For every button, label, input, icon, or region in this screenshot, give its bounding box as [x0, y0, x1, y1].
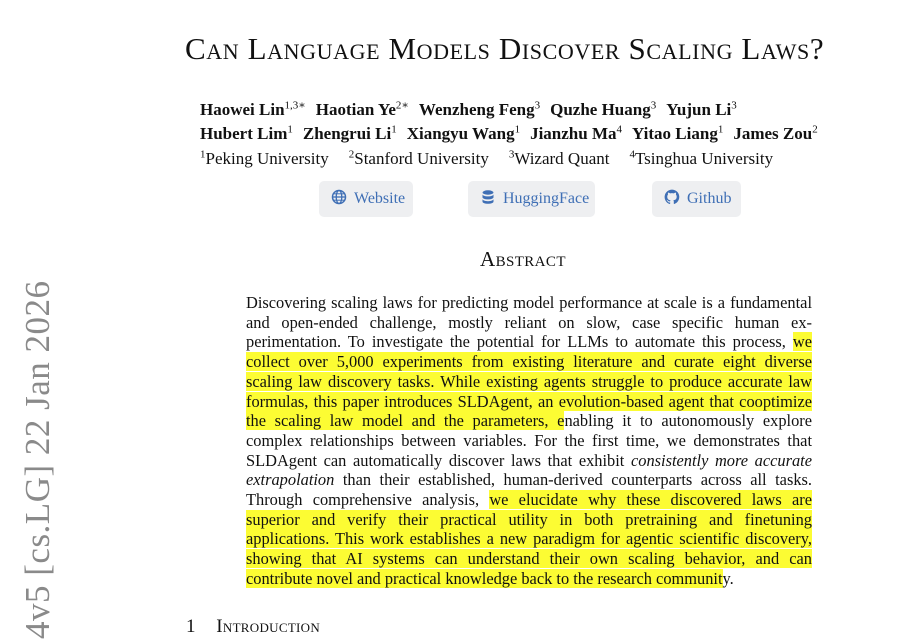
github-label: Github — [687, 190, 732, 207]
author-name: Quzhe Huang$^3$ — [550, 99, 657, 119]
website-label: Website — [354, 190, 406, 207]
author-name: Hubert Lim$^1$ — [200, 123, 293, 144]
affiliation-mark: 3 — [508, 148, 515, 161]
affiliation-line — [200, 144, 880, 169]
author-name: Haowei Lin$^{1,3∗}$ — [200, 99, 306, 119]
section-heading — [186, 616, 320, 638]
huggingface-label: HuggingFace — [503, 190, 590, 207]
author-affiliation-mark: 2 — [812, 123, 818, 136]
github-icon — [664, 189, 680, 210]
author-affiliation-mark: 1 — [391, 123, 397, 136]
author-name: Jianzhu Ma$^4$ — [530, 123, 623, 144]
affiliation-name: Tsinghua University — [634, 148, 774, 168]
paper-title: Can Language Models Discover Scaling Laws? — [185, 31, 825, 66]
github-button[interactable] — [652, 181, 741, 217]
arxiv-identifier-stamp: 4v5 [cs.LG] 22 Jan 2026 — [18, 280, 57, 639]
author-name: Haotian $Ye^{2∗}$ — [315, 99, 409, 119]
abstract-text: than their established, human-derived counterparts across all tasks. Through comprehensive analysis, — [246, 470, 812, 510]
affiliation-name: Stanford University — [354, 148, 489, 168]
author-name: Zhengrui Li$^1$ — [302, 123, 397, 144]
globe-icon — [331, 189, 347, 210]
affiliation-mark: 1 — [200, 148, 206, 161]
affiliation-name: Peking University — [205, 148, 329, 168]
author-affiliation-mark: 4 — [616, 123, 623, 136]
affiliation-mark: 2 — [348, 148, 355, 161]
abstract-heading: Abstract — [480, 247, 566, 271]
affiliation — [349, 149, 489, 168]
section-number: 1 — [186, 616, 196, 637]
huggingface-button[interactable] — [468, 181, 595, 217]
website-button[interactable] — [319, 181, 413, 217]
affiliation-name: Wizard Quant — [514, 148, 610, 168]
section-title: Introduction — [216, 616, 321, 637]
author-affiliation-mark: 1,3∗ — [284, 99, 306, 111]
author-affiliation-mark: 3 — [731, 99, 737, 111]
author-name: Yitao Liang$^1$ — [632, 123, 724, 144]
author-name: Yujun Li$^3$ — [666, 99, 737, 119]
affiliation — [629, 149, 773, 168]
author-affiliation-mark: 1 — [717, 123, 724, 136]
highlighted-text: we collect over 5,000 experiments from existing literature and curate eight diverse scaling law discovery tasks. While existing agents struggle to produce accurate law formulas, this paper introduces SLDAgent, an evolution-based agent that cooptimize the scaling law model and the parameters, e — [246, 332, 812, 431]
author-name: James Zou$^2$ — [733, 123, 818, 144]
abstract-body — [246, 293, 812, 589]
emphasized-text: consistently more accurate extrapolation — [246, 450, 813, 490]
author-name: Xiangyu Wang$^1$ — [406, 123, 521, 144]
author-line — [200, 120, 880, 145]
abstract-text: Discovering scaling laws for predicting model performance at scale is a fundamental and open-ended challenge, mostly reliant on slow, case specific human experimentation. To investigate the potential for LLMs to automate this process, — [246, 293, 812, 352]
author-affiliation-mark: 3 — [650, 99, 657, 111]
database-icon — [480, 189, 496, 210]
affiliation — [200, 149, 329, 168]
author-name: Wenzheng Feng$^3$ — [418, 99, 541, 119]
author-line — [200, 95, 880, 120]
affiliation-mark: 4 — [629, 148, 635, 161]
author-affiliation-mark: 3 — [534, 99, 541, 111]
author-block — [200, 95, 880, 169]
author-affiliation-mark: 1 — [514, 123, 521, 136]
author-affiliation-mark: 2∗ — [395, 99, 409, 111]
highlighted-text: we elucidate why these discovered laws are superior and verify their practical utility in both pretraining and finetuning applications. This work establishes a new paradigm for agentic scientific discovery, showing that AI systems can understand their own scaling behavior, and can contribute novel and practical knowledge back to the research communit — [246, 490, 813, 588]
abstract-text: y. — [722, 568, 734, 588]
abstract-text: nabling it to autonomously explore complex relationships between variables. For the first time, we demonstrates that SLDAgent can automatically discover laws that exhibit — [246, 411, 812, 470]
affiliation — [509, 149, 610, 168]
author-affiliation-mark: 1 — [287, 123, 293, 136]
